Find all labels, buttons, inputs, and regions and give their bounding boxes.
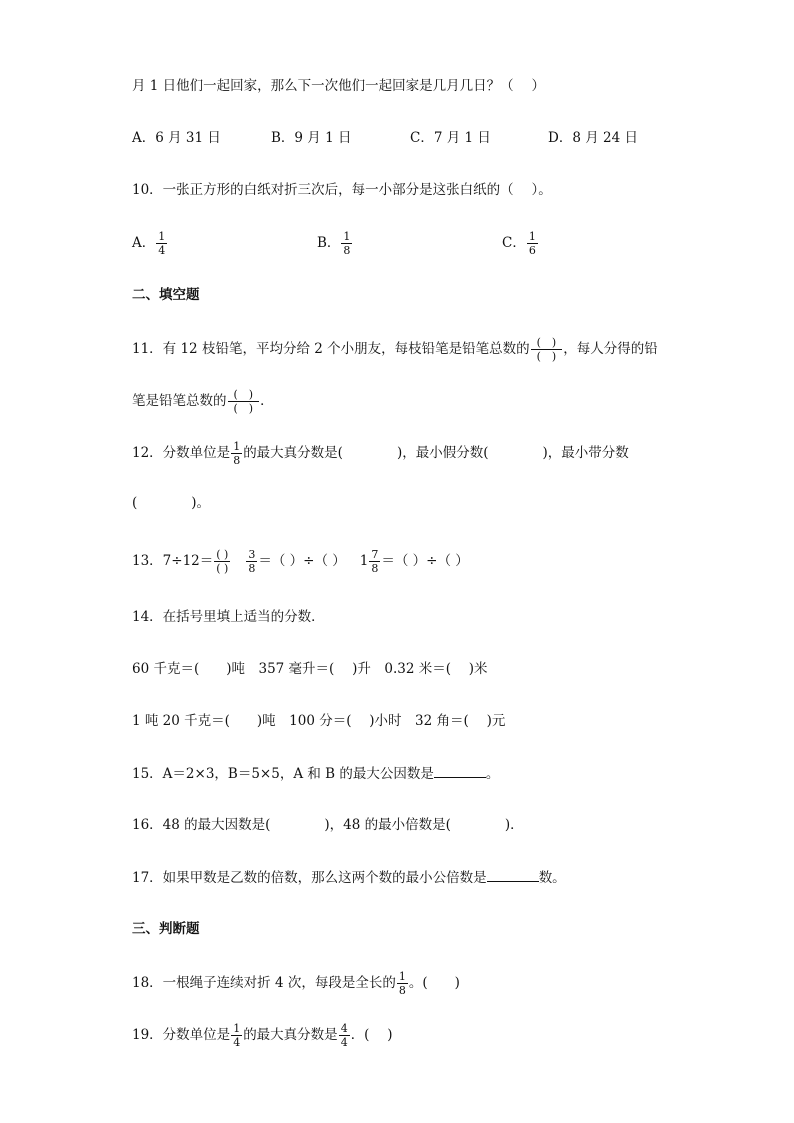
section-heading-true-false: 三、判断题 xyxy=(132,921,200,937)
fraction-denominator: 8 xyxy=(398,984,406,997)
fraction xyxy=(339,1022,350,1049)
fraction-denominator: 6 xyxy=(528,244,536,257)
fraction xyxy=(341,230,352,257)
fraction-denominator: 8 xyxy=(233,454,241,467)
q10-option-c-label: C． xyxy=(502,235,526,251)
q18-text-1: 18．一根绳子连续对折 4 次，每段是全长的 xyxy=(132,975,396,991)
q15-tail: 。 xyxy=(485,766,500,782)
q19-text-2: 的最大真分数是 xyxy=(243,1027,338,1043)
q19-text-1: 19．分数单位是 xyxy=(132,1027,231,1043)
fraction-numerator: 1 xyxy=(528,230,536,243)
q17-line xyxy=(132,867,566,888)
fraction xyxy=(156,230,167,257)
fraction-numerator: 1 xyxy=(233,1022,241,1035)
q13-text-3: ＝（ ）÷（ ） xyxy=(381,553,469,569)
q10-text: 10．一张正方形的白纸对折三次后，每一小部分是这张白纸的（ ）。 xyxy=(132,182,552,198)
answer-fraction-blank[interactable] xyxy=(531,336,563,363)
fraction-denominator: 8 xyxy=(343,244,351,257)
q11-text-3: 笔是铅笔总数的 xyxy=(132,393,227,409)
q13-text-2: ＝（ ）÷（ ） xyxy=(258,553,346,569)
fraction xyxy=(246,548,257,575)
q9-option-c[interactable]: C．7 月 1 日 xyxy=(410,130,491,146)
q19-text-3: ．( ) xyxy=(350,1027,393,1043)
answer-blank[interactable] xyxy=(487,867,539,882)
q18-line xyxy=(132,970,460,997)
fraction-numerator: ( ) xyxy=(233,388,254,401)
q15-line xyxy=(132,763,499,784)
q10-option-b[interactable] xyxy=(317,230,353,257)
q12-text-2: 的最大真分数是( )，最小假分数( )，最小带分数 xyxy=(243,445,629,461)
q10-option-b-label: B． xyxy=(317,235,341,251)
answer-fraction-blank[interactable] xyxy=(214,548,230,575)
fraction-denominator: 4 xyxy=(233,1036,241,1049)
fraction-numerator: 7 xyxy=(371,548,379,561)
fraction-denominator: 8 xyxy=(371,562,379,575)
q13-line xyxy=(132,548,469,575)
q11-line2 xyxy=(132,388,274,415)
q9-option-a[interactable]: A．6 月 31 日 xyxy=(132,130,221,146)
q16-text: 16．48 的最大因数是( )，48 的最小倍数是( )． xyxy=(132,817,524,833)
section-heading-fill-in: 二、填空题 xyxy=(132,287,200,303)
q14-row1: 60 千克＝( )吨 357 毫升＝( )升 0.32 米＝( )米 xyxy=(132,661,488,677)
fraction xyxy=(231,1022,242,1049)
fraction xyxy=(397,970,408,997)
q12-line2: ( )。 xyxy=(132,495,211,511)
q9-text: 月 1 日他们一起回家，那么下一次他们一起回家是几月几日？（ ） xyxy=(132,78,545,94)
fraction-denominator: ( ) xyxy=(233,402,254,415)
fraction xyxy=(231,440,242,467)
q12-line1 xyxy=(132,440,629,467)
fraction xyxy=(527,230,538,257)
answer-blank[interactable] xyxy=(434,763,486,778)
fraction-numerator: 1 xyxy=(158,230,166,243)
q10-option-a[interactable] xyxy=(132,230,168,257)
q9-option-d[interactable]: D．8 月 24 日 xyxy=(548,130,638,146)
fraction-numerator: ( ) xyxy=(536,336,557,349)
q11-text-4: ． xyxy=(260,393,274,409)
q9-option-b[interactable]: B．9 月 1 日 xyxy=(271,130,352,146)
q14-text: 14．在括号里填上适当的分数． xyxy=(132,609,325,625)
fraction-denominator: 4 xyxy=(158,244,166,257)
fraction-denominator: ( ) xyxy=(216,562,229,575)
q11-line1 xyxy=(132,336,658,363)
q11-text-2: ，每人分得的铅 xyxy=(563,341,658,357)
q12-text-1: 12．分数单位是 xyxy=(132,445,231,461)
q11-text-1: 11．有 12 枝铅笔，平均分给 2 个小朋友，每枝铅笔是铅笔总数的 xyxy=(132,341,530,357)
q17-text: 17．如果甲数是乙数的倍数，那么这两个数的最小公倍数是 xyxy=(132,870,487,886)
q19-line xyxy=(132,1022,393,1049)
q18-text-2: 。( ) xyxy=(408,975,460,991)
fraction-numerator: 1 xyxy=(233,440,241,453)
answer-fraction-blank[interactable] xyxy=(228,388,260,415)
fraction-denominator: ( ) xyxy=(536,350,557,363)
q10-option-c[interactable] xyxy=(502,230,539,257)
fraction-numerator: 4 xyxy=(340,1022,348,1035)
mixed-number-whole: 1 xyxy=(359,553,369,569)
fraction-numerator: 1 xyxy=(343,230,351,243)
q15-text: 15．A＝2×3，B＝5×5，A 和 B 的最大公因数是 xyxy=(132,766,434,782)
q17-tail: 数。 xyxy=(538,870,566,886)
q13-text-1: 13．7÷12＝ xyxy=(132,553,214,569)
fraction-denominator: 8 xyxy=(248,562,256,575)
fraction xyxy=(369,548,380,575)
q14-row2: 1 吨 20 千克＝( )吨 100 分＝( )小时 32 角＝( )元 xyxy=(132,713,506,729)
fraction-numerator: 3 xyxy=(248,548,256,561)
fraction-numerator: 1 xyxy=(398,970,406,983)
fraction-numerator: ( ) xyxy=(216,548,229,561)
fraction-denominator: 4 xyxy=(340,1036,348,1049)
q10-option-a-label: A． xyxy=(132,235,156,251)
